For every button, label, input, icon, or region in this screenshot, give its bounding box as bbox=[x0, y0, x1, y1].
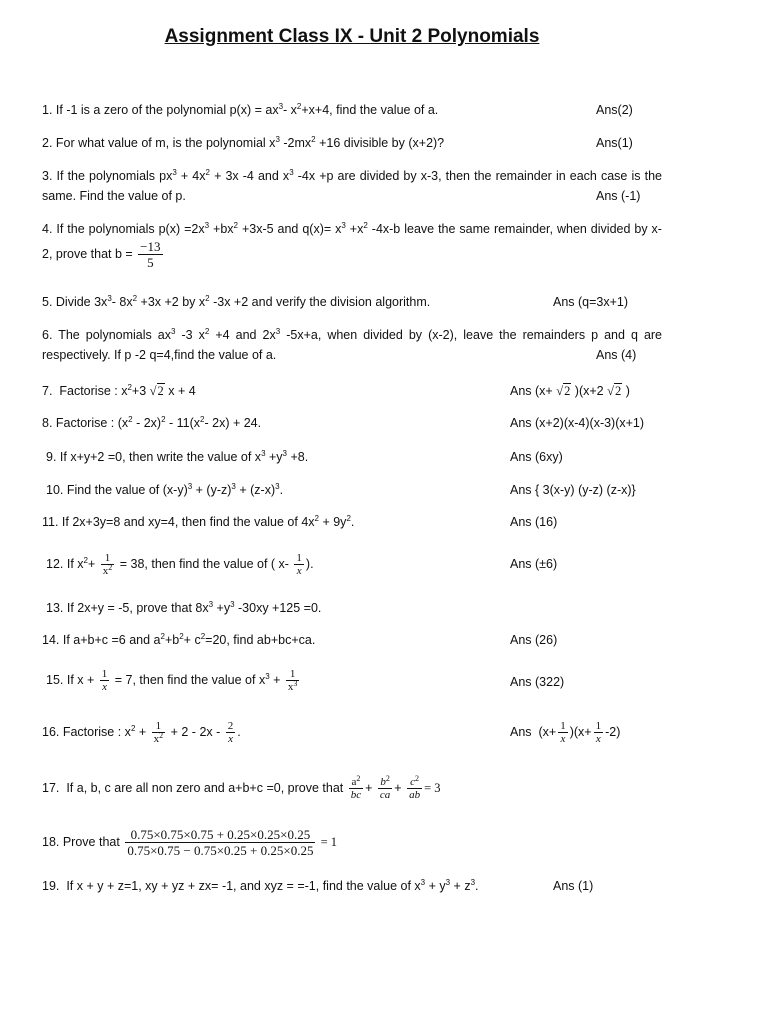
question-5: 5. Divide $3x^3-$ $8x^2 +3x +2$ by $x^2$ -3x +2 and verify the division algorithm. bbox=[42, 294, 431, 309]
answer-5: Ans (q=3x+1) bbox=[553, 295, 629, 309]
question-1: 1. If -1 is a zero of the polynomial $p(x) = ax^3-$ $x^2+x+4$, find the value of a. bbox=[42, 102, 439, 117]
answer-6: Ans (4) bbox=[596, 348, 637, 362]
question-11: 11. If 2x+3y=8 and xy=4, then find the value of $4x^2 + 9y^2$. bbox=[42, 514, 355, 529]
answer-14: Ans (26) bbox=[510, 633, 558, 647]
question-7: 7. Factorise : $x^2+3$ √2 x + 4 bbox=[42, 383, 196, 398]
question-17: 17. If a, b, c are all non zero and a+b+c =0, prove that $\frac{a^2}{bc}$ + $\frac{b^2}{ca}$ + $\frac{c^2}{ab}$ = 3 bbox=[42, 774, 441, 802]
question-4: 4. If the polynomials $p(x) =2x^3 +bx^2 +3x-5$ and $q(x)= x^3 +x^2$ -4x-b leave the same remainder, when divided by x-2, prove that b = $\frac{-13}{5}$ bbox=[42, 221, 662, 270]
answer-15: Ans (322) bbox=[510, 675, 565, 689]
question-14: 14. If a+b+c =6 and $a^2+b^2+ c^2=20$, find ab+bc+ca. bbox=[42, 632, 316, 647]
answer-11: Ans (16) bbox=[510, 515, 558, 529]
question-19: 19. If x + y + z=1, xy + yz + zx= -1, and xyz = =-1, find the value of $x^3 + y^3 + z^3$. bbox=[42, 878, 479, 893]
answer-1: Ans(2) bbox=[596, 103, 633, 117]
question-10: 10. Find the value of $(x-y)^3 + (y-z)^3 + (z-x)^3$. bbox=[46, 482, 284, 497]
answer-7: Ans (x+ √2 )(x+2 √2 ) bbox=[510, 384, 630, 398]
question-13: 13. If 2x+y = -5, prove that $8x^3 +y^3$ -30xy +125 =0. bbox=[46, 600, 322, 615]
answer-19: Ans (1) bbox=[553, 879, 594, 893]
question-9: 9. If x+y+2 =0, then write the value of $x^3 +y^3 +8$. bbox=[46, 449, 309, 464]
answer-3: Ans (-1) bbox=[596, 189, 641, 203]
answer-12: Ans (±6) bbox=[510, 557, 558, 571]
answer-2: Ans(1) bbox=[596, 136, 633, 150]
question-16: 16. Factorise : $x^2$ + $\frac{1}{x^2}$ + 2 - 2x - $\frac{2}{x}$ . bbox=[42, 720, 241, 746]
question-6: 6. The polynomials $ax^3$ -3 $x^2 +4$ and $2x^3$ -5x+a, when divided by (x-2), leave the remainders p and q are respectively. If p -2 q=4,find the value of a. bbox=[42, 327, 663, 362]
question-8: 8. Factorise : $(x^2 - 2x)^2 - 11(x^2-$ 2x) + 24. bbox=[42, 415, 262, 430]
page-title: Assignment Class IX - Unit 2 Polynomials bbox=[164, 26, 540, 47]
answer-16: Ans (x+ $\frac{1}{x}$ )(x+ $\frac{1}{x}$ -2) bbox=[510, 720, 621, 746]
question-3: 3. If the polynomials $px^3 + 4x^2 + 3x$ -4 and $x^3$ -4x +p are divided by x-3, then the remainder in each case is the same. Find the value of p. bbox=[42, 168, 662, 203]
answer-8: Ans (x+2)(x-4)(x-3)(x+1) bbox=[510, 416, 645, 430]
question-2: 2. For what value of m, is the polynomial $x^3$ $-2mx^2 +16$ divisible by (x+2)? bbox=[42, 135, 445, 150]
answer-10: Ans { 3(x-y) (y-z) (z-x)} bbox=[510, 483, 636, 497]
answer-9: Ans (6xy) bbox=[510, 450, 563, 464]
fraction-b: $\frac{-13}{5}$ bbox=[140, 239, 161, 270]
question-18: 18. Prove that $\frac{0.75\times 0.75\times 0.75 + 0.25\times 0.25\times 0.25}{0.75\times 0.75 - 0.75\times 0.25 + 0.25\times 0.25}$ = 1 bbox=[42, 827, 338, 859]
question-15: 15. If x + $\frac{1}{x}$ = 7, then find the value of $x^3$ + $\frac{1}{x^3}$ bbox=[46, 668, 298, 694]
question-12: 12. If $x^2+$ $\frac{1}{x^2}$ = 38, then find the value of ( x- $\frac{1}{x}$ ). bbox=[46, 552, 314, 578]
